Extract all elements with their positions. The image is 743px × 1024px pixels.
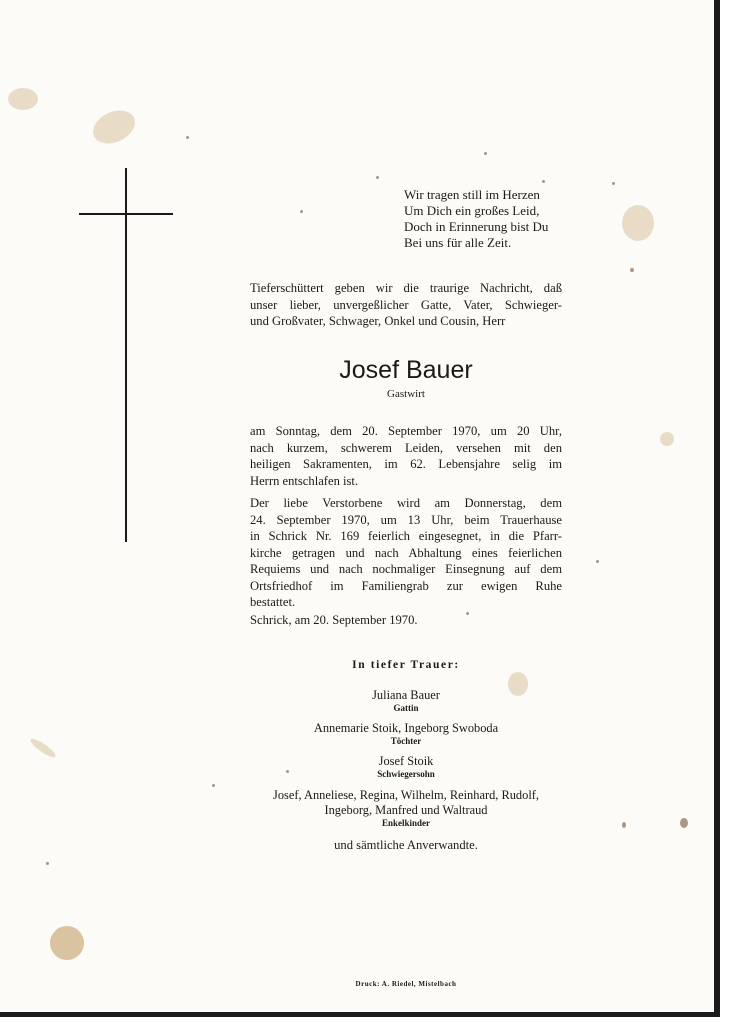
paper-spot (612, 182, 615, 185)
mourner-relation: Gattin (393, 703, 419, 713)
poem-line: Bei uns für alle Zeit. (404, 235, 512, 250)
funeral-line: Ortsfriedhof im Familiengrab zur ewigen Ruhe (250, 578, 562, 593)
funeral-line: kirche getragen und nach Abhaltung eines feierlichen (250, 545, 562, 560)
paper-spot (680, 818, 688, 828)
paper-spot (630, 268, 634, 272)
funeral-paragraph (250, 495, 562, 611)
paper-stain (622, 205, 654, 241)
page-edge-right (714, 0, 720, 1016)
mourning-title: In tiefer Trauer: (352, 659, 460, 671)
paper-spot (300, 210, 303, 213)
paper-stain (8, 88, 38, 110)
mourner-name: Josef Stoik (378, 754, 434, 768)
cross-crossbar (79, 213, 173, 215)
mourner-name: Josef, Anneliese, Regina, Wilhelm, Reinhard, Rudolf, (273, 788, 539, 802)
cross-icon (125, 168, 127, 542)
place-date: Schrick, am 20. September 1970. (250, 613, 418, 627)
paper-spot (212, 784, 215, 787)
intro-line: unser lieber, unvergeßlicher Gatte, Vater, Schwieger- (250, 297, 562, 312)
deceased-profession: Gastwirt (387, 388, 425, 400)
poem-line: Doch in Erinnerung bist Du (404, 219, 549, 234)
funeral-line: Requiems und nach nochmaliger Einsegnung auf dem (250, 562, 562, 576)
deceased-name: Josef Bauer (339, 356, 473, 384)
mourner-entry (250, 754, 562, 780)
funeral-line: in Schrick Nr. 169 feierlich eingesegnet, in die Pfarr- (250, 529, 562, 543)
paper-spot (46, 862, 49, 865)
paper-stain (88, 104, 141, 150)
mourner-name: Annemarie Stoik, Ingeborg Swoboda (313, 721, 499, 735)
paper-stain (50, 926, 84, 960)
paper-spot (542, 180, 545, 183)
mourner-entry (250, 721, 562, 747)
funeral-line: bestattet. (250, 595, 296, 609)
relatives-line: und sämtliche Anverwandte. (334, 838, 478, 852)
paper-spot (376, 176, 379, 179)
funeral-line: Der liebe Verstorbene wird am Donnerstag, dem (250, 496, 562, 510)
death-line: am Sonntag, dem 20. September 1970, um 20 Uhr, (250, 424, 562, 438)
mourner-relation: Schwiegersohn (377, 769, 435, 779)
memorial-poem (404, 187, 580, 251)
paper-stain (660, 432, 674, 446)
page-edge-bottom (0, 1012, 720, 1017)
paper-spot (186, 136, 189, 139)
death-paragraph (250, 423, 562, 489)
mourner-name: Juliana Bauer (372, 688, 440, 702)
intro-line: und Großvater, Schwager, Onkel und Cousin, Herr (250, 314, 506, 328)
poem-line: Wir tragen still im Herzen (404, 187, 540, 202)
funeral-line: 24. September 1970, um 13 Uhr, beim Trauerhause (250, 512, 562, 527)
mourner-relation: Töchter (390, 736, 422, 746)
intro-line: Tieferschüttert geben wir die traurige Nachricht, daß (250, 281, 562, 295)
printer-credit: Druck: A. Riedel, Mistelbach (355, 980, 457, 988)
paper-spot (484, 152, 487, 155)
paper-spot (466, 612, 469, 615)
poem-line: Um Dich ein großes Leid, (404, 203, 540, 218)
mourner-relation: Enkelkinder (381, 818, 430, 828)
death-line: Herrn entschlafen ist. (250, 473, 359, 488)
mourner-entry (250, 788, 562, 829)
paper-spot (596, 560, 599, 563)
intro-paragraph (250, 280, 562, 330)
paper-spot (622, 822, 626, 828)
death-line: nach kurzem, schwerem Leiden, versehen mit den (250, 440, 562, 455)
paper-stain (28, 736, 57, 760)
death-line: heiligen Sakramenten, im 62. Lebensjahre selig im (250, 457, 562, 471)
mourner-entry (250, 688, 562, 714)
mourner-name: Ingeborg, Manfred und Waltraud (324, 803, 488, 817)
